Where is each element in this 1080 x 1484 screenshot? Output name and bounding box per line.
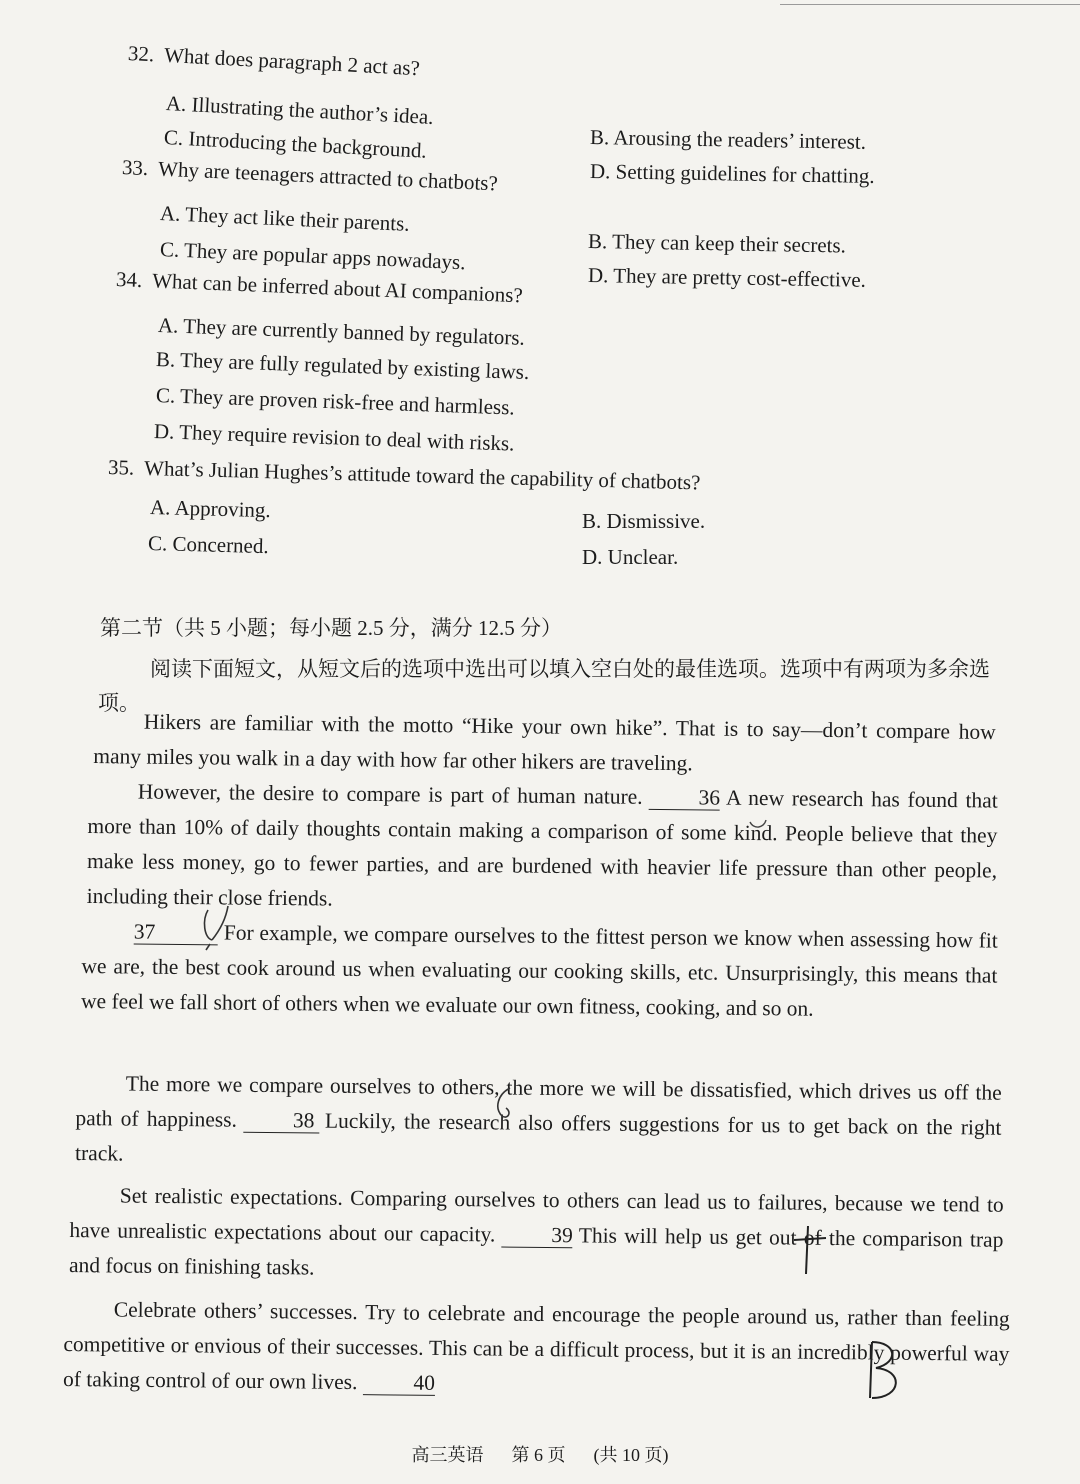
section-2-title: 第二节（共 5 小题；每小题 2.5 分，满分 12.5 分） — [100, 616, 562, 640]
page-footer — [0, 1441, 1080, 1467]
footer-subject: 高三英语 — [411, 1445, 484, 1465]
paragraph-text: A new research has found that more than 10% of daily thoughts contain making a comparison of some kind. People believe that they make less money, go to fewer parties, and are burdened with heavier life pressure than other people, including their close friends. — [86, 785, 998, 911]
q32-option-d: D. Setting guidelines for chatting. — [589, 159, 875, 188]
top-rule — [780, 4, 1080, 5]
q33-option-c: C. They are popular apps nowadays. — [159, 237, 467, 275]
q32-option-b: B. Arousing the readers’ interest. — [589, 125, 867, 154]
blank-38: 38 — [243, 1108, 319, 1134]
question-33 — [121, 154, 498, 196]
q34-option-b: B. They are fully regulated by existing laws. — [155, 347, 530, 385]
q35-option-b: B. Dismissive. — [582, 509, 706, 533]
handwritten-mark-39 — [790, 1218, 830, 1278]
paragraph-text: The more we compare ourselves to others, the more we will be dissatisfied, which drives us off the path of happiness. — [75, 1071, 1002, 1132]
question-stem: What can be inferred about AI companions? — [151, 268, 524, 308]
blank-39: 39 — [501, 1223, 573, 1249]
blank-40: 40 — [363, 1370, 435, 1396]
question-stem: What does paragraph 2 act as? — [163, 42, 421, 81]
handwritten-mark-38 — [488, 1084, 518, 1124]
paragraph-text: Luckily, the research also offers suggestions for us to get back on the right track. — [74, 1108, 1002, 1166]
q35-option-c: C. Concerned. — [147, 531, 270, 559]
question-number: 33. — [121, 155, 149, 181]
question-35 — [108, 454, 701, 496]
blank-36: 36 — [648, 785, 720, 811]
paragraph-text: Hikers are familiar with the motto “Hike your own hike”. That is to say—don’t compare how many miles you walk in a day with how far other hikers are traveling. — [93, 709, 996, 776]
q32-option-a: A. Illustrating the author’s idea. — [165, 91, 435, 130]
q34-option-c: C. They are proven risk-free and harmless. — [155, 383, 516, 420]
passage-paragraph-5 — [69, 1178, 1004, 1293]
question-number: 34. — [115, 267, 143, 293]
paragraph-text: Celebrate others’ successes. Try to celebrate and encourage the people around us, rather than feeling competitive or envious of their successes. This can be a difficult process, but it is an incredibly powerful way of taking control of our own lives. — [62, 1297, 1010, 1395]
q33-option-a: A. They act like their parents. — [159, 201, 411, 236]
paragraph-text: This will help us get out of the comparison trap and focus on finishing tasks. — [68, 1223, 1004, 1280]
blank-37: 37 — [134, 920, 218, 946]
paragraph-text: Set realistic expectations. Comparing ourselves to others can lead us to failures, because we tend to have unrealistic expectations about our capacity. — [69, 1183, 1004, 1247]
q35-option-a: A. Approving. — [149, 495, 272, 523]
q32-option-c: C. Introducing the background. — [163, 125, 428, 163]
q33-option-d: D. They are pretty cost-effective. — [587, 263, 867, 292]
q33-option-b: B. They can keep their secrets. — [587, 229, 847, 258]
question-stem: Why are teenagers attracted to chatbots? — [157, 156, 499, 196]
question-number: 32. — [127, 41, 155, 67]
question-32 — [127, 40, 420, 81]
paragraph-text: For example, we compare ourselves to the fittest person we know when assessing how fit we are, the best cook around us when evaluating our cooking skills, etc. Unsurprisingly, this means that we feel we fall short of others when we evaluate our own fitness, cooking, and so on. — [80, 920, 998, 1021]
passage-paragraph-4 — [75, 1066, 1002, 1181]
q35-option-d: D. Unclear. — [582, 545, 679, 569]
footer-total: (共 10 页) — [593, 1445, 669, 1465]
passage-paragraph-1 — [93, 704, 996, 785]
handwritten-mark-40 — [862, 1336, 910, 1406]
question-stem: What’s Julian Hughes’s attitude toward the capability of chatbots? — [143, 455, 701, 495]
question-number: 35. — [107, 455, 135, 480]
q34-option-a: A. They are currently banned by regulators. — [157, 313, 526, 350]
handwritten-mark-36 — [746, 800, 770, 830]
paragraph-text: However, the desire to compare is part of human nature. — [137, 779, 643, 809]
q34-option-d: D. They require revision to deal with risks. — [153, 419, 515, 456]
footer-page: 第 6 页 — [511, 1445, 566, 1465]
handwritten-mark-37 — [198, 900, 234, 952]
section-2-instruction: 阅读下面短文，从短文后的选项中选出可以填入空白处的最佳选项。选项中有两项为多余选项。 — [98, 657, 990, 715]
